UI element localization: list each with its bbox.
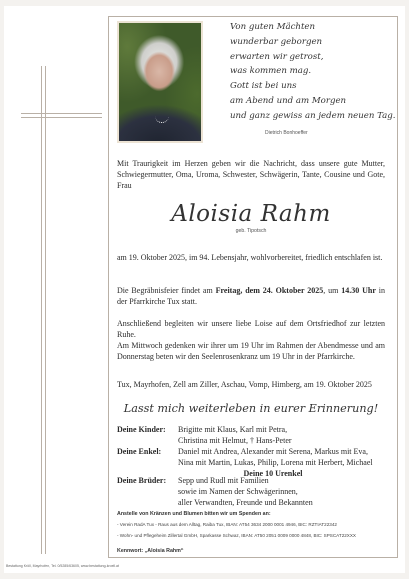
intro-text: Mit Traurigkeit im Herzen geben wir die Nachricht, dass unsere gute Mutter, Schwiegermutter, Oma, Uroma, Schwester, Schwägerin, Tante, Cousine und Gote, Frau <box>117 159 385 191</box>
quote-line: und ganz gewiss an jedem neuen Tag. <box>230 110 396 121</box>
siblings-label: Deine Brüder: <box>117 476 167 485</box>
quote-author: Dietrich Bonhoeffer <box>265 130 308 136</box>
quote-line: erwarten wir getrost, <box>230 51 324 62</box>
mass-notice: Am Mittwoch gedenken wir ihrer um 19 Uhr im Rahmen der Abendmesse und am Donnerstag beten wir den Seelenrosenkranz um 19 Uhr in der Pfarrkirche. <box>117 341 385 362</box>
donation-line: - Wohn- und Pflegeheim Zillertal GmbH, Sparkasse Schwaz, IBAN: AT50 2051 0009 0000 4848, BIC: SPSCAT22XXX <box>117 533 356 538</box>
birth-name: geb. Tipotsch <box>235 228 267 234</box>
quote-line: Gott ist bei uns <box>230 81 297 92</box>
funeral-notice: Die Begräbnisfeier findet am Freitag, dem 24. Oktober 2025, um 14.30 Uhr in der Pfarrkirche Tux statt. <box>117 286 385 307</box>
motto: Lasst mich weiterleben in eurer Erinnerung! <box>123 402 379 415</box>
siblings-line: Sepp und Rudl mit Familien <box>178 476 269 485</box>
children-line: Brigitte mit Klaus, Karl mit Petra, <box>178 425 288 434</box>
bonhoeffer-quote <box>230 20 400 124</box>
quote-line: Von guten Mächten <box>230 22 316 32</box>
quote-line: am Abend und am Morgen <box>230 95 347 106</box>
donations-heading: Anstelle von Kränzen und Blumen bitten wir um Spenden an: <box>117 511 271 517</box>
undertaker-footer: Bestattung Kröll, Mayrhofen, Tel. 0/5285/63605, www.bestattung-kroell.at <box>6 564 119 568</box>
siblings-line: sowie im Namen der Schwägerinnen, <box>178 487 298 496</box>
funeral-date: Freitag, dem 24. Oktober 2025 <box>215 286 324 295</box>
siblings-line: aller Verwandten, Freunde und Bekannten <box>178 498 313 507</box>
donation-line: - Verein RadA Tux - Raus aus dem Alltag, Raiba Tux, IBAN: AT54 3634 2000 0001 4946, BIC: RZTIAT22342 <box>117 522 337 527</box>
place-and-date: Tux, Mayrhofen, Zell am Ziller, Aschau, Vomp, Himberg, am 19. Oktober 2025 <box>117 380 372 389</box>
portrait-photo <box>117 21 203 143</box>
funeral-time: 14.30 Uhr <box>341 286 376 295</box>
quote-line: was kommen mag. <box>230 66 312 77</box>
grandchildren-line: Daniel mit Andrea, Alexander mit Serena, Markus mit Eva, <box>178 447 368 456</box>
great-grandchildren: Deine 10 Urenkel <box>243 469 303 478</box>
cross-horizontal-beam <box>21 113 102 118</box>
donation-keyword: Kennwort: „Aloisia Rahm“ <box>117 548 184 554</box>
children-label: Deine Kinder: <box>117 425 166 434</box>
children-line: Christina mit Helmut, † Hans-Peter <box>178 436 292 445</box>
burial-notice: Anschließend begleiten wir unsere liebe Loise auf dem Ortsfriedhof zur letzten Ruhe. <box>117 319 385 340</box>
quote-line: wunderbar geborgen <box>230 36 323 47</box>
grandchildren-label: Deine Enkel: <box>117 447 162 456</box>
grandchildren-line: Nina mit Martin, Lukas, Philip, Lorena mit Herbert, Michael <box>178 458 373 467</box>
cross-vertical-beam <box>41 66 46 554</box>
death-notice: am 19. Oktober 2025, im 94. Lebensjahr, wohlvorbereitet, friedlich entschlafen ist. <box>117 253 383 262</box>
deceased-name: Aloisia Rahm <box>171 201 331 227</box>
